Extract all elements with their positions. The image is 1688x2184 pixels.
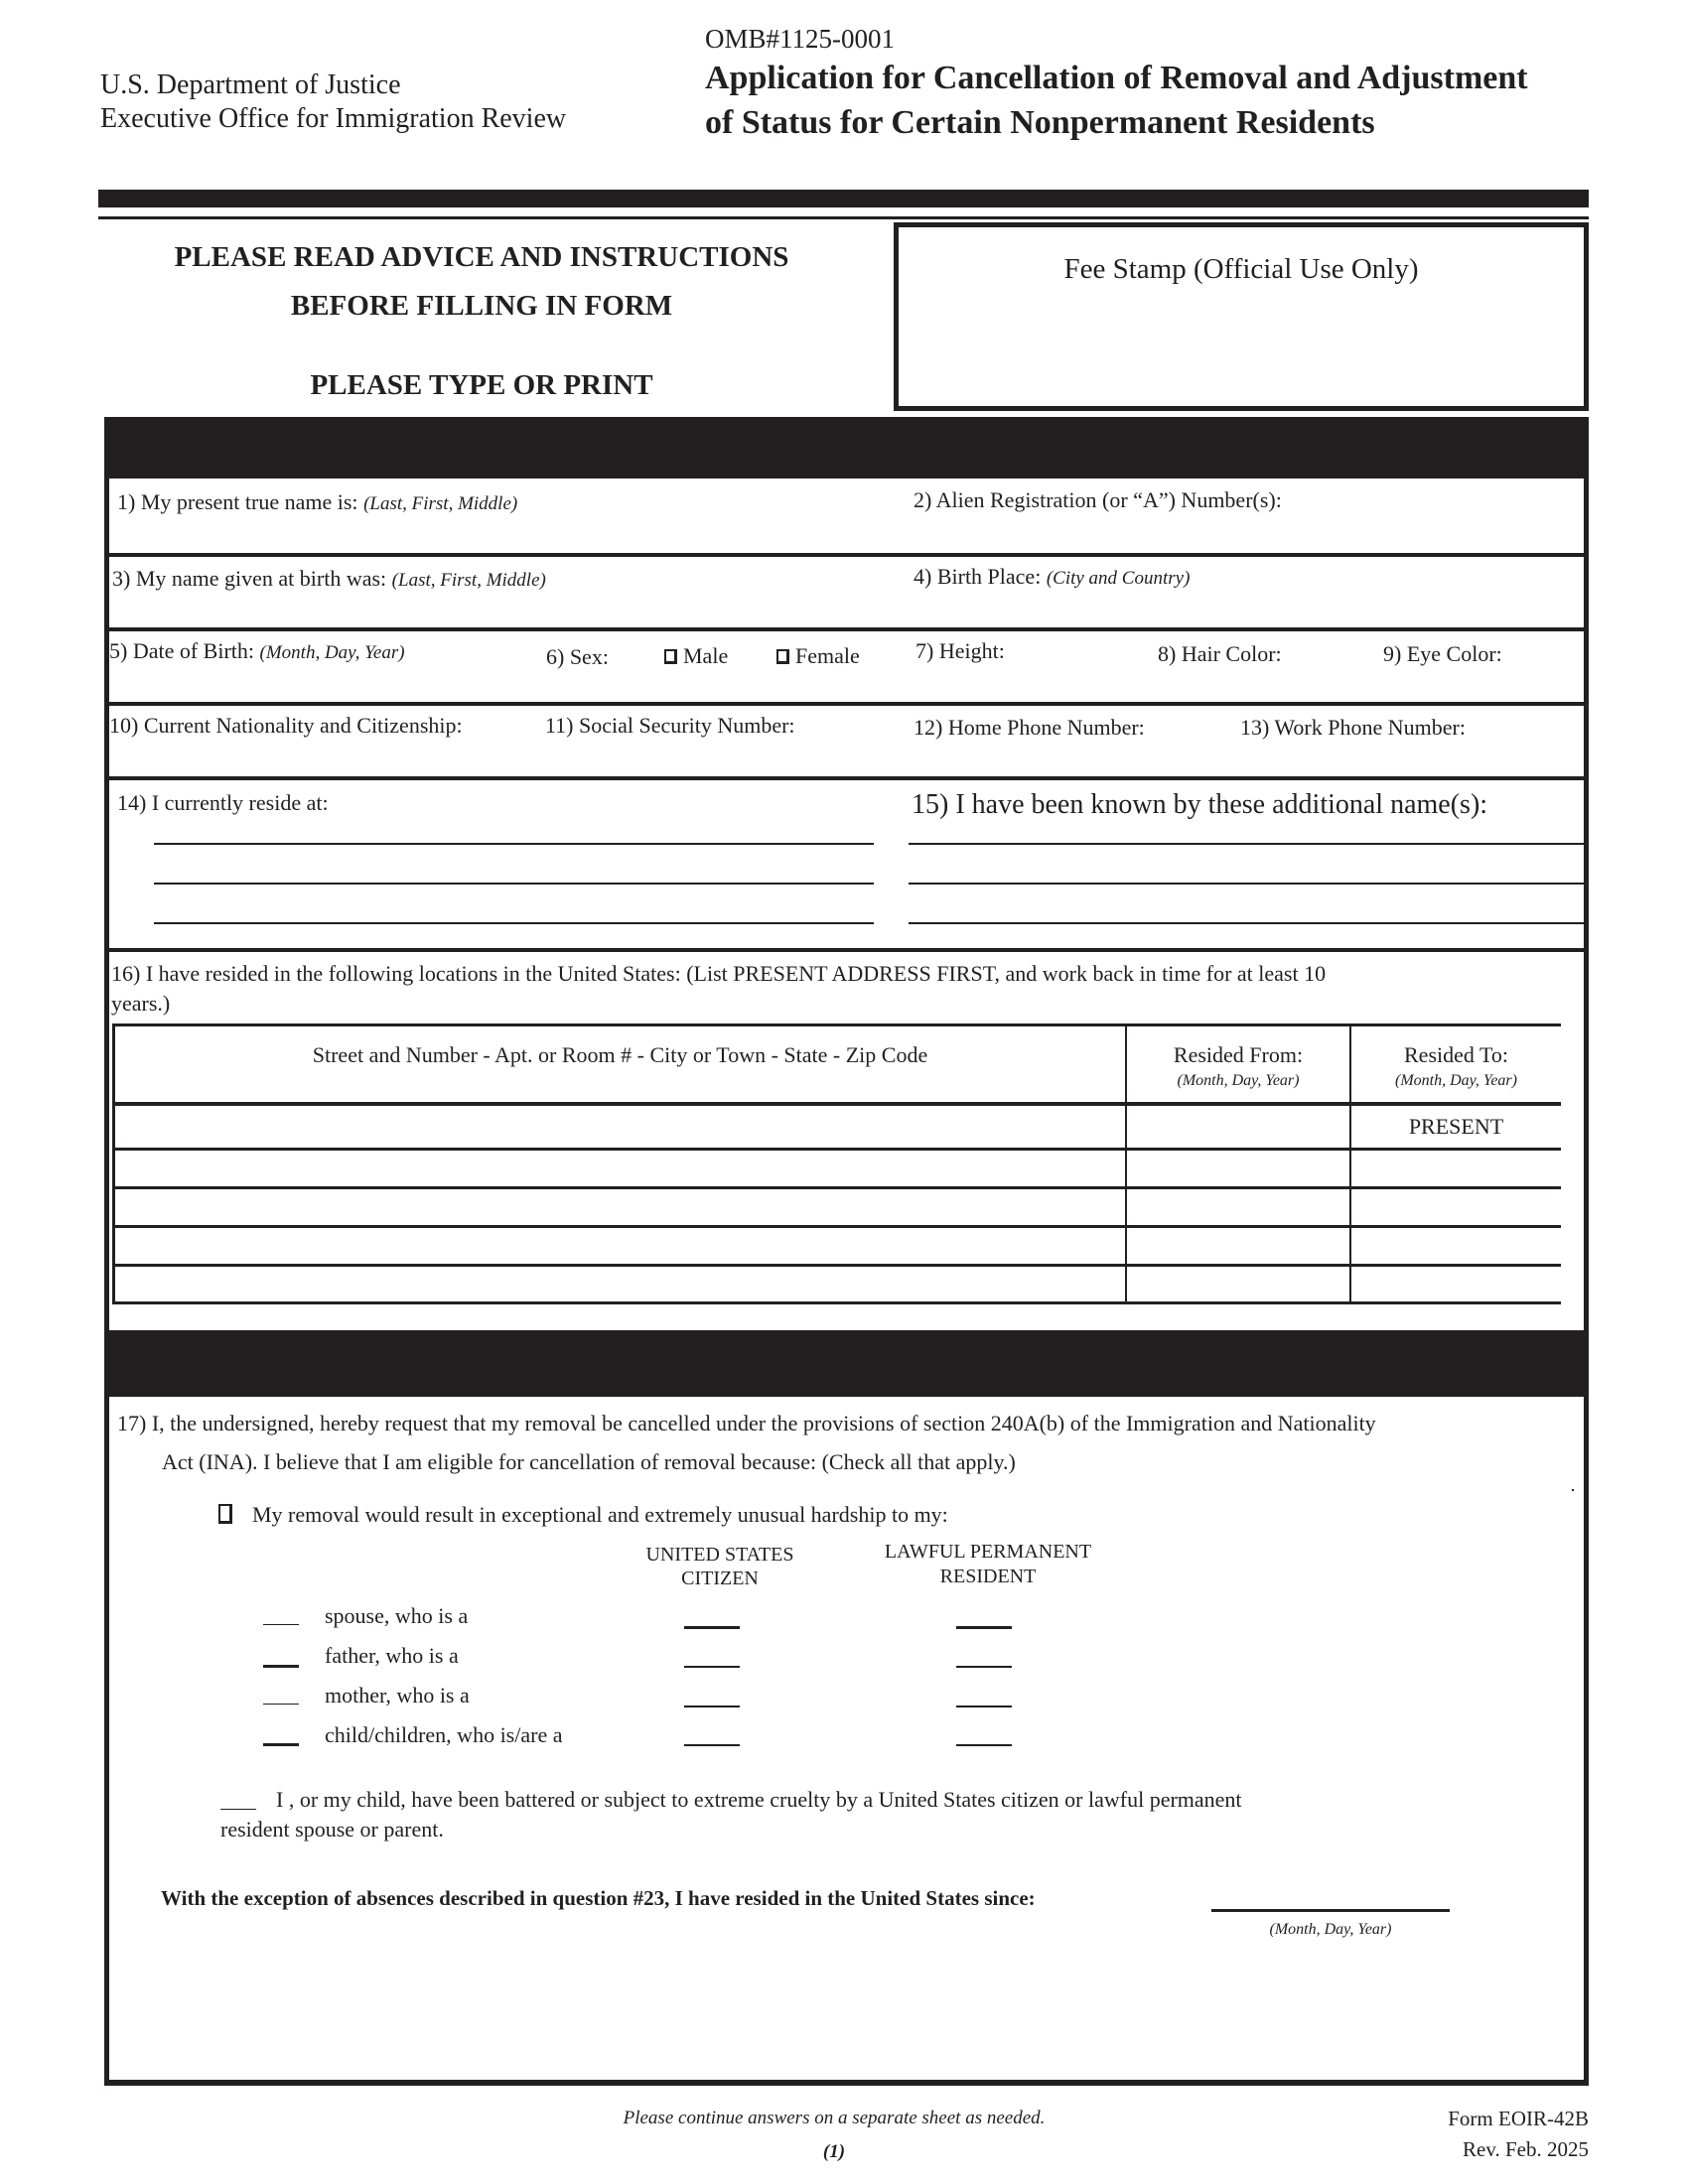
sex-male-option[interactable] [664,645,728,667]
q5-label-text: 5) Date of Birth: [109,638,255,663]
present-name-input[interactable] [117,520,892,548]
other-name-underline [909,883,1584,885]
office-name: Executive Office for Immigration Review [100,103,567,134]
q4-hint: (City and Country) [1046,568,1191,589]
sex-male-label: Male [683,643,729,668]
resided-since-label: With the exception of absences described in question #23, I have resided in the United States since: [161,1886,1036,1910]
alien-number-input[interactable] [914,520,1574,548]
col-sub-from: (Month, Day, Year) [1177,1072,1300,1089]
omb-number: OMB#1125-0001 [705,24,896,54]
sex-female-option[interactable] [776,645,860,667]
relative-spouse-label: spouse, who is a [325,1603,469,1628]
father-usc-blank[interactable] [684,1666,740,1668]
q10-label: 10) Current Nationality and Citizenship: [109,713,463,738]
hair-color-input[interactable] [1158,670,1376,698]
q2-label: 2) Alien Registration (or “A”) Number(s): [914,487,1282,512]
mother-check-blank[interactable] [263,1704,299,1705]
q1-label [117,491,517,513]
q5-hint: (Month, Day, Year) [259,642,405,663]
table-header-rule [115,1102,1561,1106]
q12-label: 12) Home Phone Number: [914,715,1145,740]
mother-lpr-blank[interactable] [956,1706,1012,1707]
work-phone-input[interactable] [1240,745,1578,772]
form-title-line2: of Status for Certain Nonpermanent Residents [705,104,1375,141]
q17-intro-line1: 17) I, the undersigned, hereby request that my removal be cancelled under the provisions of section 240A(b) of the Immigration and Nationality [117,1411,1376,1435]
father-check-blank[interactable] [263,1665,299,1668]
continue-note: Please continue answers on a separate sheet as needed. [623,2108,1046,2128]
residence-row-2-from[interactable] [1132,1154,1342,1183]
table-row-rule [115,1225,1561,1228]
table-row-rule [115,1148,1561,1151]
home-phone-input[interactable] [914,745,1231,772]
q14-label: 14) I currently reside at: [117,790,329,815]
residence-row-2-address[interactable] [123,1154,1116,1183]
other-name-line-1[interactable] [909,816,1579,842]
q3-label [112,568,546,590]
residence-row-4-to[interactable] [1356,1231,1555,1261]
relative-father-label: father, who is a [325,1643,459,1668]
address-underline [154,883,874,885]
battered-line2: resident spouse or parent. [220,1817,444,1842]
page-number: (1) [822,2141,846,2162]
resided-since-input[interactable] [1211,1882,1450,1908]
residence-row-1-to: PRESENT [1408,1114,1504,1139]
birth-place-input[interactable] [914,596,1574,623]
col-usc-line1: UNITED STATES [645,1544,794,1566]
resided-since-underline [1211,1909,1450,1912]
col-header-to: Resided To: [1404,1042,1508,1067]
relative-mother-label: mother, who is a [325,1683,470,1707]
q13-label: 13) Work Phone Number: [1240,715,1466,740]
checkbox-icon[interactable] [776,649,789,664]
relative-child-label: child/children, who is/are a [325,1722,563,1747]
eye-color-input[interactable] [1383,670,1577,698]
residence-row-1-address[interactable] [123,1112,1116,1144]
q15-label: 15) I have been known by these additional name(s): [912,789,1488,820]
stray-dot [1572,1489,1574,1491]
q9-label: 9) Eye Color: [1383,641,1502,666]
section-header-bar [104,1330,1589,1397]
q7-label: 7) Height: [915,638,1005,663]
mother-usc-blank[interactable] [684,1706,740,1707]
q3-label-text: 3) My name given at birth was: [112,566,387,591]
section-left-border [104,417,109,2085]
q4-label-text: 4) Birth Place: [914,564,1042,589]
row-divider [104,702,1589,706]
child-check-blank[interactable] [263,1743,299,1746]
date-of-birth-input[interactable] [112,670,529,698]
row-divider [104,627,1589,631]
hardship-option[interactable] [218,1504,948,1526]
child-usc-blank[interactable] [684,1744,740,1746]
father-lpr-blank[interactable] [956,1666,1012,1668]
section-header-bar [104,417,1589,478]
spouse-lpr-blank[interactable] [956,1626,1012,1629]
q1-hint: (Last, First, Middle) [363,493,518,514]
instructions-line2: BEFORE FILLING IN FORM [290,290,673,322]
residence-row-1-from[interactable] [1132,1112,1342,1144]
instructions-line3: PLEASE TYPE OR PRINT [310,369,653,401]
address-underline [154,922,874,924]
battered-line1: I , or my child, have been battered or subject to extreme cruelty by a United States citizen or lawful permanent [276,1787,1242,1812]
form-id: Form EOIR-42B [1448,2107,1589,2130]
col-header-address: Street and Number - Apt. or Room # - City or Town - State - Zip Code [312,1042,928,1067]
resided-since-hint: (Month, Day, Year) [1269,1921,1392,1938]
residence-row-3-to[interactable] [1356,1192,1555,1222]
q4-label [914,566,1190,588]
checkbox-icon[interactable] [218,1504,232,1524]
address-line-3[interactable] [154,895,874,921]
residence-row-5-to[interactable] [1356,1270,1555,1299]
section-right-border [1584,417,1589,2085]
column-divider [1125,1026,1127,1301]
table-row-rule [115,1186,1561,1189]
fee-stamp-label: Fee Stamp (Official Use Only) [1063,253,1419,285]
col-lpr-line2: RESIDENT [939,1566,1037,1587]
ssn-input[interactable] [545,745,893,772]
fee-stamp-box [894,222,1589,411]
department-name: U.S. Department of Justice [100,69,401,100]
section-bottom-border [104,2080,1589,2086]
other-name-underline [909,922,1589,924]
col-usc-line2: CITIZEN [681,1568,759,1589]
q17-intro-line2: Act (INA). I believe that I am eligible for cancellation of removal because: (Check all that apply.) [162,1449,1016,1474]
residence-table [112,1024,1561,1304]
q3-hint: (Last, First, Middle) [391,570,546,591]
form-title-line1: Application for Cancellation of Removal and Adjustment [705,60,1528,96]
residence-row-2-to[interactable] [1356,1154,1555,1183]
hardship-label: My removal would result in exceptional and extremely unusual hardship to my: [252,1502,948,1527]
row-divider [104,776,1589,780]
sex-female-label: Female [795,643,860,668]
row-divider [104,948,1589,952]
q5-label [109,640,405,662]
other-name-line-2[interactable] [909,856,1579,882]
child-lpr-blank[interactable] [956,1744,1012,1746]
address-line-2[interactable] [154,856,874,882]
other-name-underline [909,843,1589,845]
q16-label: 16) I have resided in the following locations in the United States: (List PRESENT ADDRESS FIRST, and work back in time for at least 10 [111,961,1327,986]
residence-row-5-address[interactable] [123,1270,1116,1299]
checkbox-icon[interactable] [664,649,677,664]
residence-row-3-address[interactable] [123,1192,1116,1222]
other-name-line-3[interactable] [909,895,1579,921]
col-sub-to: (Month, Day, Year) [1395,1072,1517,1089]
address-line-1[interactable] [154,816,874,842]
header-thick-rule [98,190,1589,207]
residence-row-4-address[interactable] [123,1231,1116,1261]
column-divider [1349,1026,1351,1301]
address-underline [154,843,874,845]
spouse-check-blank[interactable] [263,1624,299,1625]
table-row-rule [115,1264,1561,1267]
residence-row-3-from[interactable] [1132,1192,1342,1222]
battered-check-blank[interactable] [220,1809,256,1810]
row-divider [104,553,1589,557]
col-header-from: Resided From: [1173,1042,1304,1067]
spouse-usc-blank[interactable] [684,1626,740,1629]
q1-label-text: 1) My present true name is: [117,489,358,514]
form-revision: Rev. Feb. 2025 [1463,2137,1589,2161]
instructions-line1: PLEASE READ ADVICE AND INSTRUCTIONS [174,241,789,273]
nationality-input[interactable] [112,745,529,772]
height-input[interactable] [915,670,1144,698]
birth-name-input[interactable] [112,596,892,623]
residence-row-4-from[interactable] [1132,1231,1342,1261]
col-lpr-line1: LAWFUL PERMANENT [884,1541,1092,1563]
q6-label: 6) Sex: [546,644,609,669]
q16-label-cont: years.) [111,991,171,1016]
q11-label: 11) Social Security Number: [545,713,795,738]
residence-row-5-from[interactable] [1132,1270,1342,1299]
header-thin-rule [98,216,1589,219]
q8-label: 8) Hair Color: [1158,641,1282,666]
